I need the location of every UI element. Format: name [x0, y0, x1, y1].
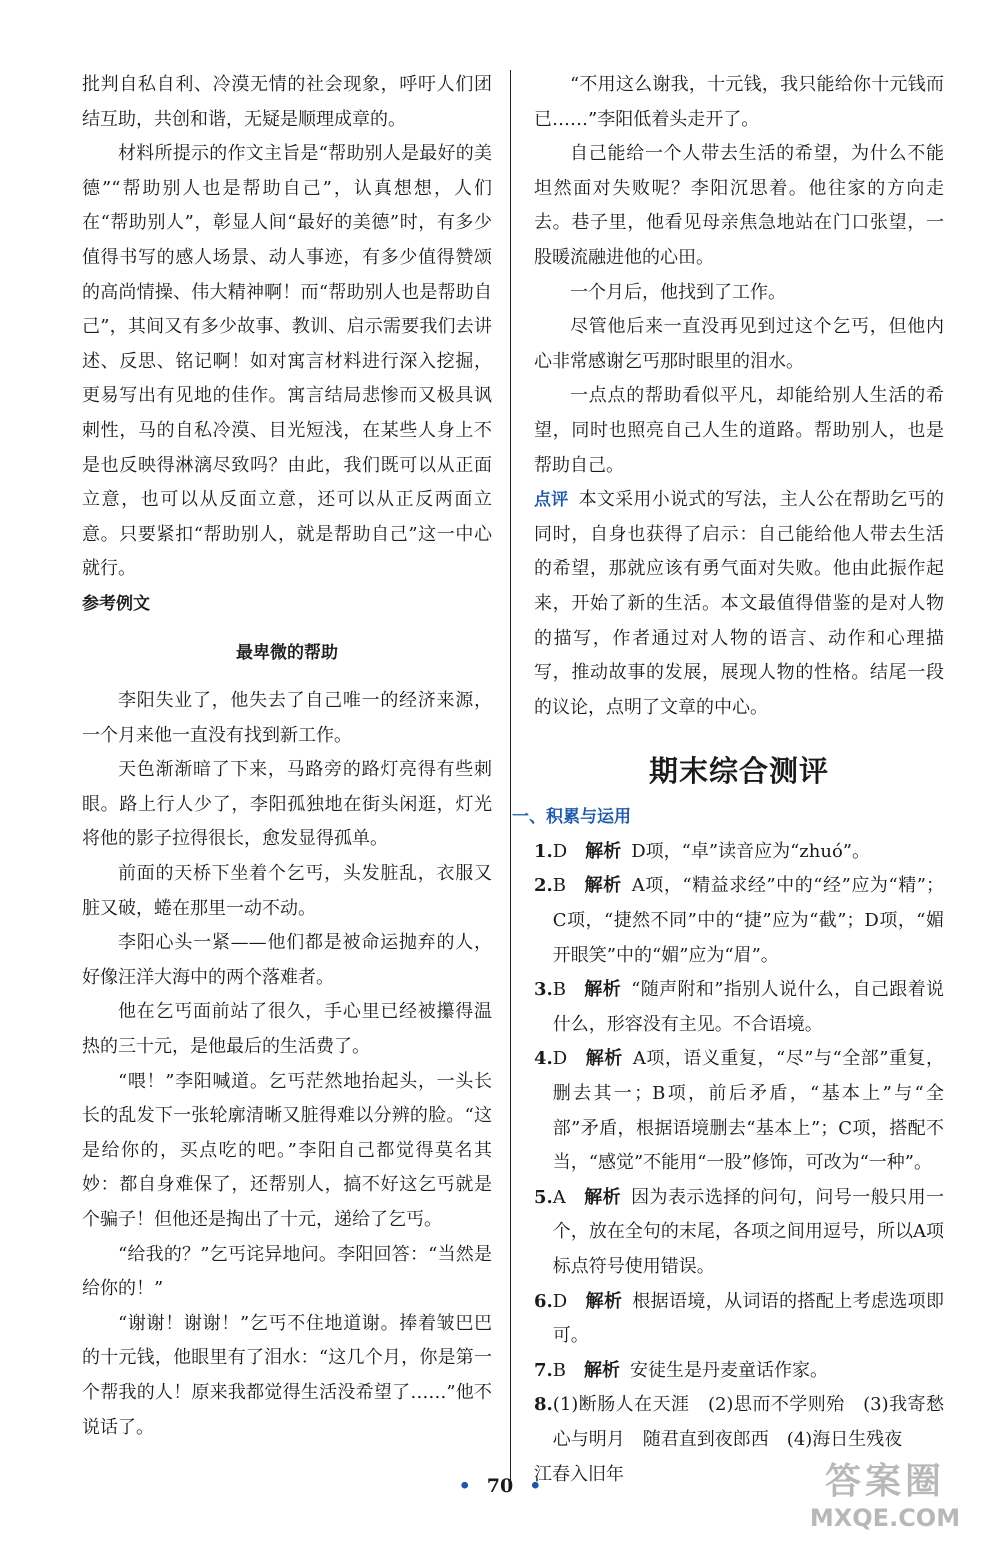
essay-paragraph: “喂！”李阳喊道。乞丐茫然地抬起头，一头长长的乱发下一张轮廓清晰又脏得难以分辨的脸。“这是给你的，买点吃的吧。”李阳自己都觉得莫名其妙：都自身难保了，还帮别人，搞不好这乞丐就是个骗子！但他还是掏出了十元，递给了乞丐。: [82, 1070, 492, 1230]
intro-paragraph-1: 批判自私自利、冷漠无情的社会现象，呼吁人们团结互助，共创和谐，无疑是顺理成章的。: [82, 74, 492, 130]
ref-essay-heading: 参考例文: [82, 593, 150, 614]
essay-title: 最卑微的帮助: [236, 642, 338, 663]
answer-number: 4.: [534, 1048, 553, 1070]
analysis-label: 解析: [585, 1048, 623, 1070]
answer-number: 1.: [534, 840, 553, 862]
answer-letter: A: [552, 1186, 566, 1208]
analysis-label: 解析: [585, 840, 622, 862]
analysis-label: 解析: [584, 979, 622, 1001]
right-column: [512, 68, 945, 1492]
answer-item: [534, 869, 944, 973]
answer-number: 8.: [534, 1394, 553, 1416]
essay-paragraph: “给我的？”乞丐诧异地问。李阳回答：“当然是给你的！”: [82, 1243, 492, 1300]
column-divider: [510, 70, 511, 1490]
answer-item: [534, 1354, 944, 1389]
site-watermark: [790, 1453, 980, 1533]
answer-item: [534, 835, 944, 870]
answer-text: A项，语义重复，“尽”与“全部”重复，删去其一；B项，前后矛盾，“基本上”与“全部”矛盾，根据语境删去“基本上”；C项，搭配不当，“感觉”不能用“一股”修饰，可改为“一种”。: [552, 1048, 945, 1174]
answer-item-8: [534, 1388, 944, 1457]
essay-paragraph: 天色渐渐暗了下来，马路旁的路灯亮得有些刺眼。路上行人少了，李阳孤独地在街头闲逛，灯光将他的影子拉得很长，愈发显得孤单。: [82, 759, 492, 850]
answer-letter: D: [552, 1290, 568, 1312]
story-paragraph: 尽管他后来一直没再见到过这个乞丐，但他内心非常感谢乞丐那时眼里的泪水。: [534, 316, 944, 372]
watermark-url: MXQE.COM: [809, 1504, 961, 1532]
answer-item: [534, 1285, 944, 1354]
answer-8-line-1: (1)断肠人在天涯 (2)思而不学则殆 (3)我寄愁心与明月 随君直到夜郎西 (4)海日生残夜: [552, 1394, 944, 1450]
answer-letter: B: [552, 875, 567, 897]
answer-number: 2.: [534, 875, 553, 897]
answer-text: 根据语境，从词语的搭配上考虑选项即可。: [552, 1290, 945, 1347]
intro-paragraph-2: 材料所提示的作文主旨是“帮助别人是最好的美德”“帮助别人也是帮助自己”，认真想想，人们在“帮助别人”，彰显人间“最好的美德”时，有多少值得书写的感人场景、动人事迹，有多少值得赞颂的高尚情操、伟大精神啊！而“帮助别人也是帮助自己”，其间又有多少故事、教训、启示需要我们去讲述、反思、铭记啊！如对寓言材料进行深入挖掘，更易写出有见地的佳作。寓言结局悲惨而又极具讽刺性，马的自私冷漠、目光短浅，在某些人身上不是也反映得淋漓尽致吗？由此，我们既可以从正面立意，也可以从反面立意，还可以从正反两面立意。只要紧扣“帮助别人，就是帮助自己”这一中心就行。: [82, 143, 492, 580]
footer-dot-left: •: [458, 1475, 471, 1497]
answer-number: 7.: [534, 1359, 553, 1381]
answer-text: D项，“卓”读音应为“zhuó”。: [631, 840, 870, 862]
answer-number: 5.: [534, 1186, 553, 1208]
answer-item: [534, 1042, 944, 1180]
comment-text: 本文采用小说式的写法，主人公在帮助乞丐的同时，自身也获得了启示：自己能给他人带去生活的希望，那就应该有勇气面对失败。他由此振作起来，开始了新的生活。本文最值得借鉴的是对人物的描写，作者通过对人物的语言、动作和心理描写，推动故事的发展，展现人物的性格。结尾一段的议论，点明了文章的中心。: [534, 489, 945, 718]
answer-text: 因为表示选择的问句，问号一般只用一个，放在全句的末尾，各项之间用逗号，所以A项标点符号使用错误。: [552, 1186, 944, 1277]
answer-letter: B: [552, 1359, 567, 1381]
answer-text: A项，“精益求经”中的“经”应为“精”；C项，“捷然不同”中的“捷”应为“截”；D项，“媚开眼笑”中的“媚”应为“眉”。: [552, 875, 945, 966]
story-paragraph: 自己能给一个人带去生活的希望，为什么不能坦然面对失败呢？李阳沉思着。他往家的方向走去。巷子里，他看见母亲焦急地站在门口张望，一股暖流融进他的心田。: [534, 143, 944, 268]
answer-number: 3.: [534, 979, 553, 1001]
answer-letter: D: [552, 1048, 568, 1070]
answer-text: 安徒生是丹麦童话作家。: [630, 1359, 829, 1381]
answer-letter: D: [552, 840, 568, 862]
story-paragraph: 一点点的帮助看似平凡，却能给别人生活的希望，同时也照亮自己人生的道路。帮助别人，也是帮助自己。: [534, 385, 944, 476]
essay-paragraph: 李阳心头一紧——他们都是被命运抛弃的人，好像汪洋大海中的两个落难者。: [82, 932, 492, 988]
answer-8-line-2: 江春入旧年: [534, 1463, 624, 1485]
essay-paragraph: 李阳失业了，他失去了自己唯一的经济来源，一个月来他一直没有找到新工作。: [82, 690, 492, 746]
footer-dot-right: •: [529, 1475, 542, 1497]
analysis-label: 解析: [584, 1359, 621, 1381]
answer-item: [534, 1181, 944, 1285]
analysis-label: 解析: [584, 875, 622, 897]
comment-paragraph: [534, 483, 944, 725]
exam-title: 期末综合测评: [648, 754, 829, 789]
analysis-label: 解析: [583, 1186, 622, 1208]
story-paragraph: “不用这么谢我，十元钱，我只能给你十元钱而已……”李阳低着头走开了。: [534, 74, 944, 130]
left-column: [82, 68, 492, 1445]
page-number: 70: [486, 1475, 514, 1497]
essay-paragraph: 前面的天桥下坐着个乞丐，头发脏乱，衣服又脏又破，蜷在那里一动不动。: [82, 863, 492, 919]
essay-paragraph: “谢谢！谢谢！”乞丐不住地道谢。捧着皱巴巴的十元钱，他眼里有了泪水：“这几个月，你是第一个帮我的人！原来我都觉得生活没希望了……”他不说话了。: [82, 1312, 492, 1438]
story-paragraph: 一个月后，他找到了工作。: [570, 281, 786, 303]
essay-paragraph: 他在乞丐面前站了很久，手心里已经被攥得温热的三十元，是他最后的生活费了。: [82, 1001, 492, 1058]
answer-number: 6.: [534, 1290, 553, 1312]
answer-letter: B: [552, 979, 567, 1001]
answer-item: [534, 973, 944, 1042]
answer-text: “随声附和”指别人说什么，自己跟着说什么，形容没有主见。不合语境。: [552, 979, 945, 1035]
analysis-label: 解析: [585, 1290, 623, 1312]
section-heading: 一、积累与运用: [512, 807, 631, 828]
comment-label: 点评: [534, 490, 569, 511]
watermark-logo-text: 答案圈: [824, 1461, 945, 1502]
